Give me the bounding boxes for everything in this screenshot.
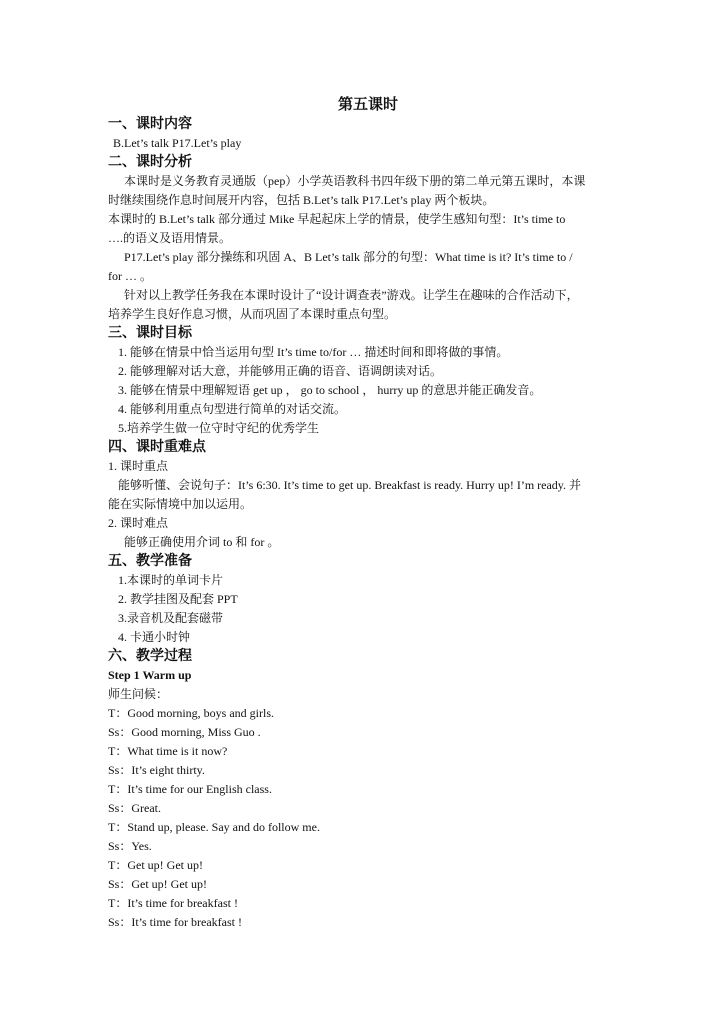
text-line: 本课时的 B.Let’s talk 部分通过 Mike 早起起床上学的情景，使学生感知句型：It’s time to: [108, 212, 566, 226]
text-line: T：Get up! Get up!: [108, 858, 203, 872]
text-line: Ss：It’s eight thirty.: [108, 763, 205, 777]
section-heading: 四、课时重难点: [108, 439, 206, 455]
text-line: T：Good morning, boys and girls.: [108, 706, 274, 720]
text-line: 4. 卡通小时钟: [118, 630, 191, 644]
text-line: 2. 能够理解对话大意，并能够用正确的语音、语调朗读对话。: [118, 364, 443, 378]
text-line: 1. 能够在情景中恰当运用句型 It’s time to/for … 描述时间和即将做的事情。: [118, 345, 509, 359]
text-line: 5.培养学生做一位守时守纪的优秀学生: [118, 421, 320, 435]
text-line: 师生问候：: [108, 687, 169, 701]
text-line: 能够听懂、会说句子：It’s 6:30. It’s time to get up. Breakfast is ready. Hurry up! I’m ready. 并: [118, 478, 582, 492]
text-line: 1.本课时的单词卡片: [118, 573, 224, 587]
text-line: T：Stand up, please. Say and do follow me.: [108, 820, 320, 834]
text-line: 3.录音机及配套磁带: [118, 611, 224, 625]
text-line: P17.Let’s play 部分操练和巩固 A、B Let’s talk 部分的句型：What time is it? It’s time to /: [124, 250, 573, 264]
text-line: Ss：Get up! Get up!: [108, 877, 207, 891]
text-line: 培养学生良好作息习惯，从而巩固了本课时重点句型。: [108, 307, 397, 321]
text-line: Ss：It’s time for breakfast !: [108, 915, 242, 929]
text-line: Ss：Good morning, Miss Guo .: [108, 725, 261, 739]
text-line: ….的语义及语用情景。: [108, 231, 232, 245]
text-line: 3. 能够在情景中理解短语 get up ， go to school ， hurry up 的意思并能正确发音。: [118, 383, 542, 397]
section-heading: 三、课时目标: [108, 325, 192, 341]
text-line: 能在实际情境中加以运用。: [108, 497, 253, 511]
document-body: [108, 115, 628, 932]
section-heading: 一、课时内容: [108, 116, 192, 132]
section-heading: 六、教学过程: [108, 648, 192, 664]
text-line: T：What time is it now?: [108, 744, 228, 758]
text-line: B.Let’s talk P17.Let’s play: [113, 136, 242, 150]
text-line: T：It’s time for our English class.: [108, 782, 272, 796]
text-line: 本课时是义务教育灵通版（pep）小学英语教科书四年级下册的第二单元第五课时，本课: [124, 174, 586, 188]
text-line: 2. 教学挂图及配套 PPT: [118, 592, 238, 606]
text-line: for … 。: [108, 269, 152, 283]
text-line: 针对以上教学任务我在本课时设计了“设计调查表”游戏。让学生在趣味的合作活动下，: [124, 288, 579, 302]
text-line: 1. 课时重点: [108, 459, 169, 473]
text-line: Ss：Great.: [108, 801, 161, 815]
page-title: 第五课时: [337, 97, 398, 113]
text-line: Ss：Yes.: [108, 839, 152, 853]
section-heading: 二、课时分析: [108, 154, 192, 170]
text-line: T：It’s time for breakfast !: [108, 896, 238, 910]
text-line: 4. 能够利用重点句型进行简单的对话交流。: [118, 402, 347, 416]
text-line: 能够正确使用介词 to 和 for 。: [124, 535, 280, 549]
document-page: [108, 95, 628, 932]
text-line: 2. 课时难点: [108, 516, 169, 530]
section-heading: Step 1 Warm up: [108, 668, 192, 682]
section-heading: 五、教学准备: [108, 553, 192, 569]
text-line: 时继续围绕作息时间展开内容，包括 B.Let’s talk P17.Let’s play 两个板块。: [108, 193, 495, 207]
